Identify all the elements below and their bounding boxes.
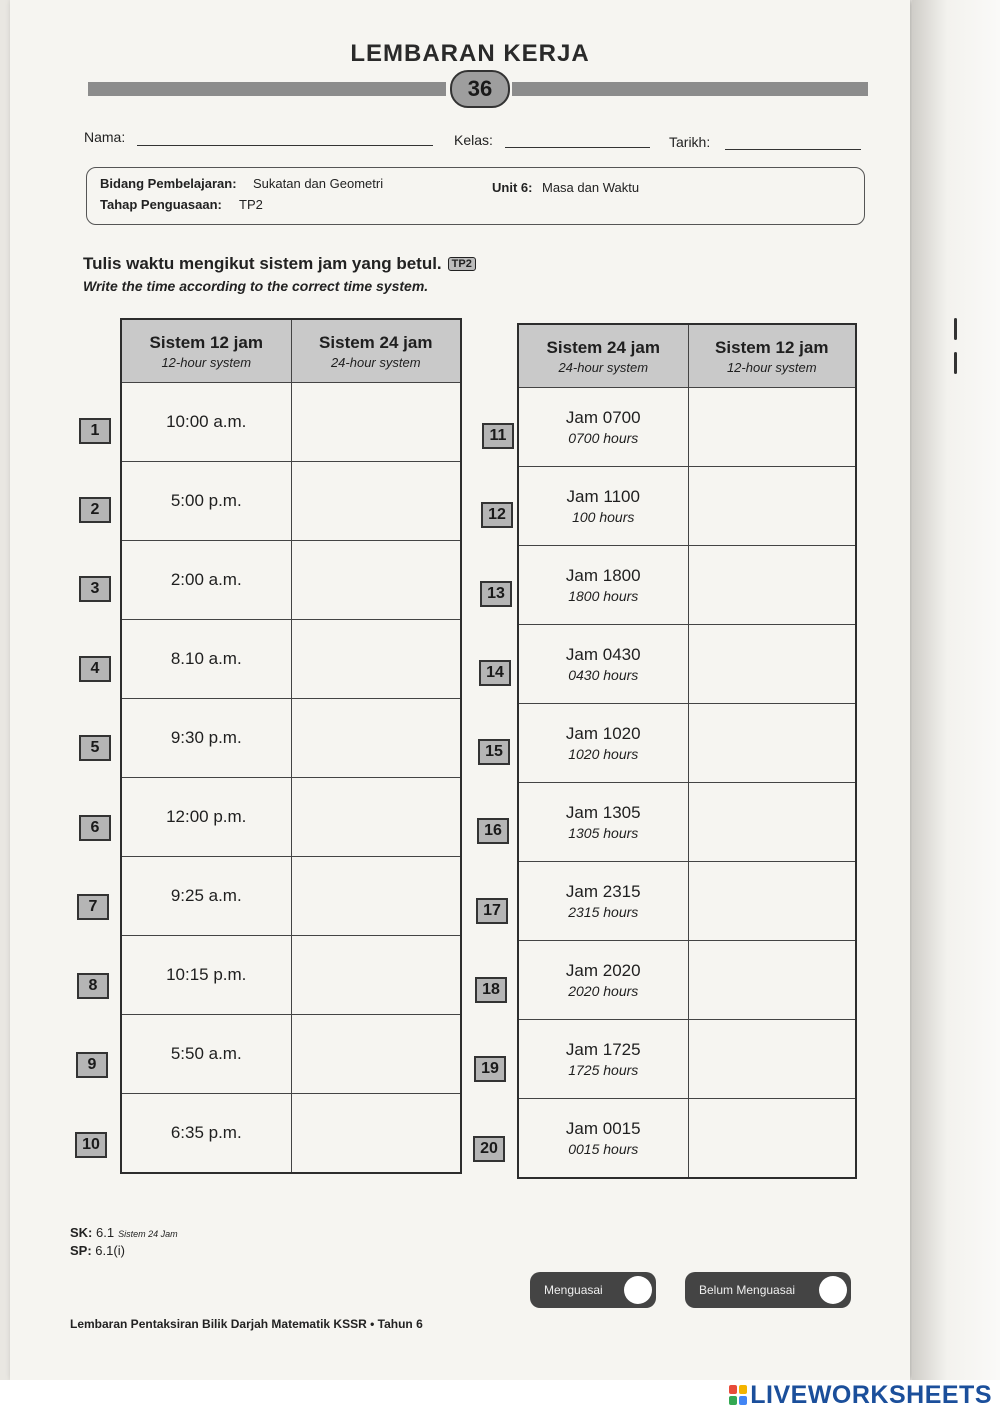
table-row: [121, 462, 461, 541]
nama-label: Nama:: [84, 129, 126, 145]
answer-cell[interactable]: [291, 620, 461, 699]
instruction-english: Write the time according to the correct time system.: [83, 278, 429, 294]
answer-cell[interactable]: [291, 462, 461, 541]
table-row: [518, 783, 856, 862]
question-number: 19: [474, 1056, 506, 1082]
tarikh-field[interactable]: [725, 149, 861, 150]
given-time: 5:50 a.m.: [121, 1015, 291, 1094]
unit-label: Unit 6:: [492, 180, 533, 195]
question-number: 15: [478, 739, 510, 765]
kelas-field[interactable]: [505, 147, 650, 148]
answer-cell[interactable]: [688, 783, 856, 862]
table-row: [518, 467, 856, 546]
liveworksheets-icon: [729, 1385, 747, 1405]
sk-line: SK: 6.1 Sistem 24 Jam: [70, 1225, 178, 1240]
given-time: Jam 1800 1800 hours: [518, 546, 688, 625]
answer-cell[interactable]: [688, 941, 856, 1020]
answer-cell[interactable]: [688, 546, 856, 625]
radio-circle-icon: [624, 1276, 652, 1304]
given-time: 10:15 p.m.: [121, 936, 291, 1015]
given-time: Jam 1100 100 hours: [518, 467, 688, 546]
bidang-label: Bidang Pembelajaran:: [100, 176, 237, 191]
given-time: 2:00 a.m.: [121, 541, 291, 620]
given-time: 12:00 p.m.: [121, 778, 291, 857]
question-number: 2: [79, 497, 111, 523]
liveworksheets-logo: LIVEWORKSHEETS: [729, 1381, 992, 1411]
instruction-malay: [83, 254, 476, 274]
info-box: [86, 167, 865, 225]
answer-cell[interactable]: [291, 1015, 461, 1094]
table-row: [121, 778, 461, 857]
given-time: Jam 0700 0700 hours: [518, 388, 688, 467]
answer-cell[interactable]: [291, 383, 461, 462]
tahap-label: Tahap Penguasaan:: [100, 197, 222, 212]
table-row: [518, 625, 856, 704]
question-number: 14: [479, 660, 511, 686]
title-bar-left: [88, 82, 446, 96]
question-number: 1: [79, 418, 111, 444]
table-row: [121, 699, 461, 778]
answer-cell[interactable]: [688, 388, 856, 467]
given-time: 9:30 p.m.: [121, 699, 291, 778]
question-number: 3: [79, 576, 111, 602]
table-row: [121, 541, 461, 620]
left-col2-header: Sistem 24 jam 24-hour system: [291, 319, 461, 383]
question-number: 5: [79, 735, 111, 761]
unit-value: Masa dan Waktu: [542, 180, 640, 195]
answer-cell[interactable]: [688, 704, 856, 783]
sp-line: SP: 6.1(i): [70, 1243, 125, 1258]
table-row: [121, 620, 461, 699]
answer-cell[interactable]: [291, 778, 461, 857]
worksheet-title: LEMBARAN KERJA: [350, 40, 590, 67]
answer-cell[interactable]: [291, 541, 461, 620]
question-number: 13: [480, 581, 512, 607]
belum-menguasai-button[interactable]: Belum Menguasai: [685, 1272, 851, 1308]
left-col1-header: Sistem 12 jam 12-hour system: [121, 319, 291, 383]
question-number: 17: [476, 898, 508, 924]
right-col1-header: Sistem 24 jam 24-hour system: [518, 324, 688, 388]
table-row: [121, 1094, 461, 1174]
question-number: 11: [482, 423, 514, 449]
table-row: [121, 857, 461, 936]
given-time: Jam 1725 1725 hours: [518, 1020, 688, 1099]
answer-cell[interactable]: [688, 625, 856, 704]
left-time-table: [120, 318, 462, 1174]
given-time: 9:25 a.m.: [121, 857, 291, 936]
table-row: [518, 546, 856, 625]
menguasai-button[interactable]: Menguasai: [530, 1272, 656, 1308]
question-number: 6: [79, 815, 111, 841]
bidang-value: Sukatan dan Geometri: [253, 176, 384, 191]
table-row: [518, 1020, 856, 1099]
title-bar-right: [512, 82, 868, 96]
table-row: [518, 941, 856, 1020]
given-time: Jam 2315 2315 hours: [518, 862, 688, 941]
table-row: [518, 862, 856, 941]
question-number: 4: [79, 656, 111, 682]
book-title: Lembaran Pentaksiran Bilik Darjah Matematik KSSR • Tahun 6: [70, 1317, 423, 1331]
next-page-edge: [912, 0, 1000, 1380]
answer-cell[interactable]: [688, 862, 856, 941]
given-time: 10:00 a.m.: [121, 383, 291, 462]
nama-field[interactable]: [137, 145, 433, 146]
answer-cell[interactable]: [688, 1020, 856, 1099]
answer-cell[interactable]: [688, 467, 856, 546]
table-row: [121, 1015, 461, 1094]
question-number: 7: [77, 894, 109, 920]
question-number: 16: [477, 818, 509, 844]
given-time: Jam 1305 1305 hours: [518, 783, 688, 862]
right-time-table: [517, 323, 857, 1179]
question-number: 12: [481, 502, 513, 528]
question-number: 18: [475, 977, 507, 1003]
answer-cell[interactable]: [688, 1099, 856, 1179]
given-time: 8.10 a.m.: [121, 620, 291, 699]
given-time: Jam 0430 0430 hours: [518, 625, 688, 704]
question-number: 10: [75, 1132, 107, 1158]
question-number: 8: [77, 973, 109, 999]
answer-cell[interactable]: [291, 699, 461, 778]
given-time: Jam 1020 1020 hours: [518, 704, 688, 783]
question-number: 20: [473, 1136, 505, 1162]
tarikh-label: Tarikh:: [669, 134, 711, 150]
question-number: 9: [76, 1052, 108, 1078]
table-row: [121, 383, 461, 462]
given-time: 6:35 p.m.: [121, 1094, 291, 1174]
kelas-label: Kelas:: [454, 132, 493, 148]
given-time: 5:00 p.m.: [121, 462, 291, 541]
answer-cell[interactable]: [291, 857, 461, 936]
given-time: Jam 0015 0015 hours: [518, 1099, 688, 1179]
table-row: [518, 704, 856, 783]
tp-tag: TP2: [448, 257, 476, 271]
right-col2-header: Sistem 12 jam 12-hour system: [688, 324, 856, 388]
answer-cell[interactable]: [291, 1094, 461, 1174]
table-row: [121, 936, 461, 1015]
answer-cell[interactable]: [291, 936, 461, 1015]
tahap-value: TP2: [239, 197, 263, 212]
instruction-malay-text: Tulis waktu mengikut sistem jam yang betul.: [83, 254, 442, 273]
table-row: [518, 1099, 856, 1179]
worksheet-number: 36: [450, 70, 510, 108]
radio-circle-icon: [819, 1276, 847, 1304]
table-row: [518, 388, 856, 467]
given-time: Jam 2020 2020 hours: [518, 941, 688, 1020]
